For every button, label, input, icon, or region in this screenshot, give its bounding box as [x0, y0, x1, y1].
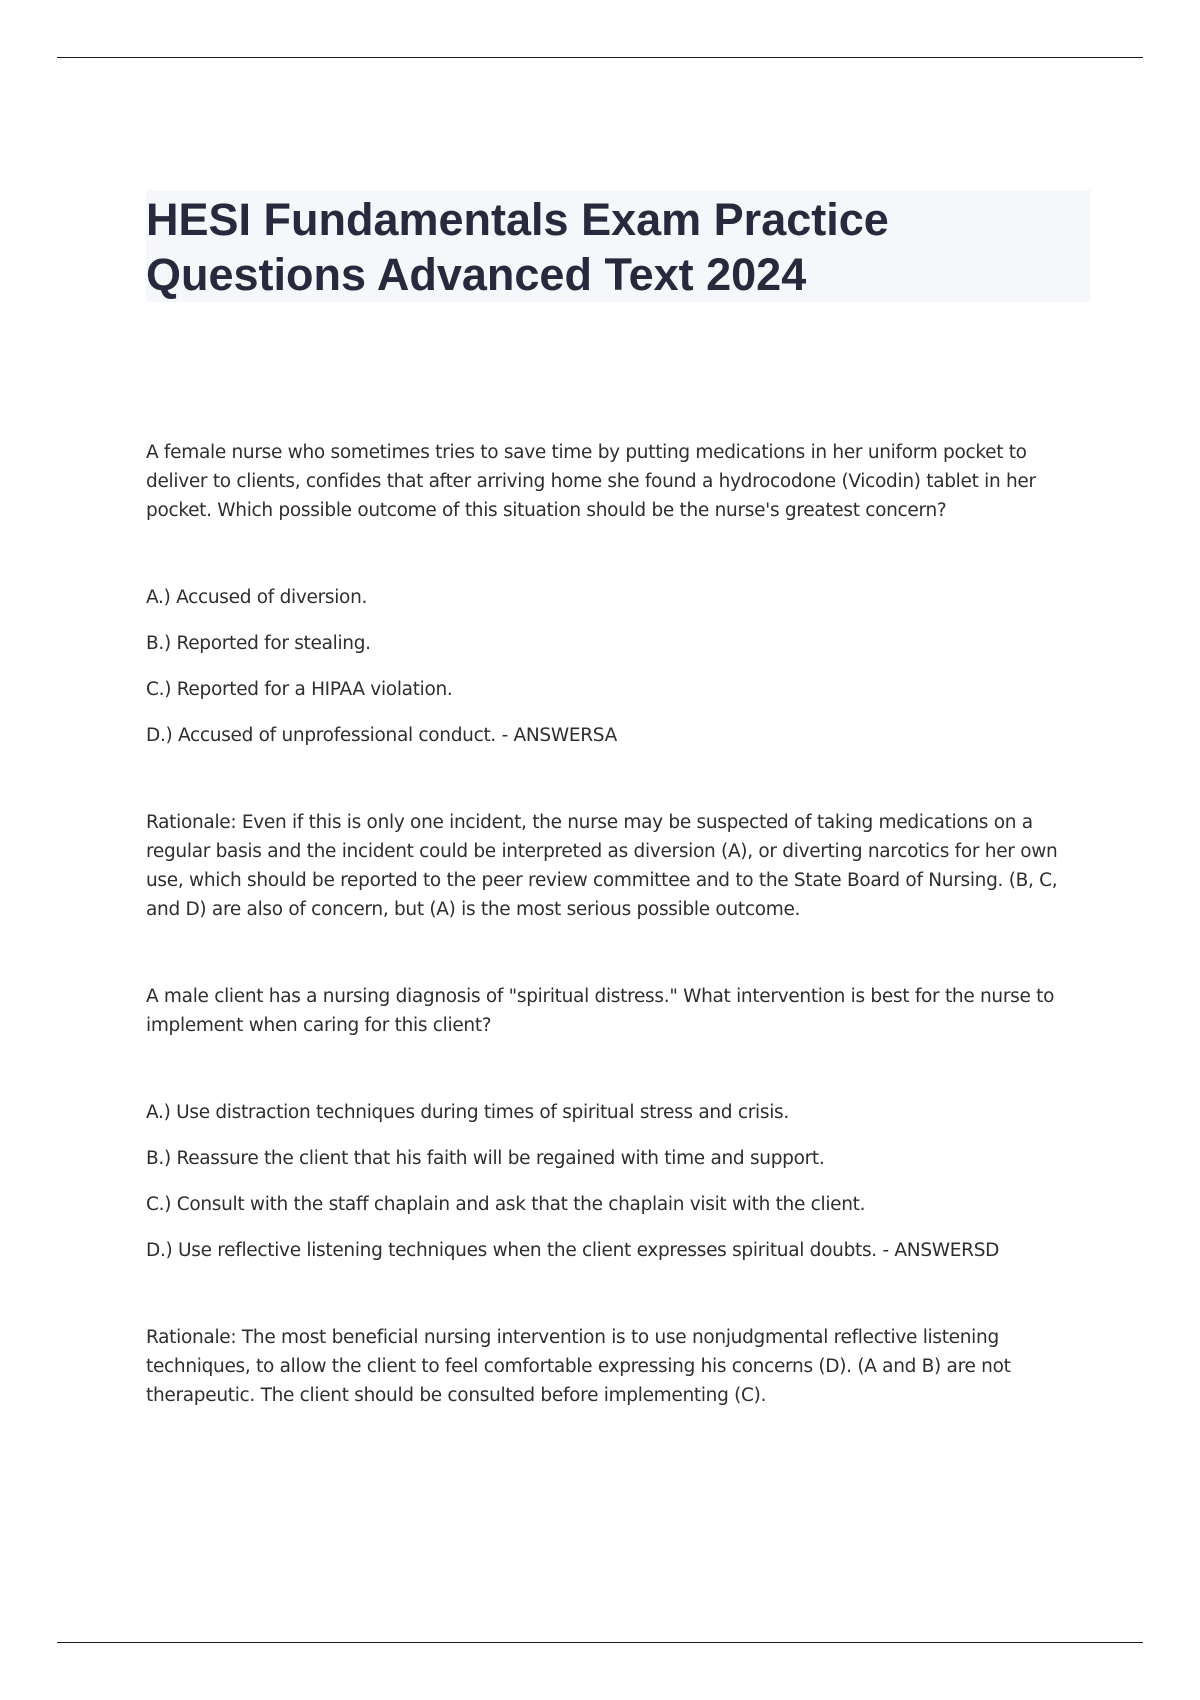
- title-banner: [146, 190, 1090, 302]
- answer-option-d: D.) Use reflective listening techniques when the client expresses spiritual doubts. - ANSWERSD: [146, 1240, 1000, 1261]
- question-2: [146, 982, 1090, 1410]
- answer-option-b: B.) Reported for stealing.: [146, 633, 371, 654]
- document-body: [146, 438, 1090, 1468]
- answer-option-a: A.) Use distraction techniques during times of spiritual stress and crisis.: [146, 1102, 789, 1123]
- question-stem: A male client has a nursing diagnosis of "spiritual distress." What intervention is best for the nurse to implement when caring for this client?: [146, 986, 1055, 1036]
- document-title: HESI Fundamentals Exam Practice Questions Advanced Text 2024: [146, 194, 889, 300]
- rationale-text: Rationale: The most beneficial nursing intervention is to use nonjudgmental reflective listening techniques, to allow the client to feel comfortable expressing his concerns (D). (A and B) are not therapeutic. The client should be consulted before implementing (C).: [146, 1327, 1011, 1406]
- answer-option-b: B.) Reassure the client that his faith will be regained with time and support.: [146, 1148, 825, 1169]
- answer-option-c: C.) Consult with the staff chaplain and ask that the chaplain visit with the client.: [146, 1194, 866, 1215]
- answer-option-c: C.) Reported for a HIPAA violation.: [146, 679, 453, 700]
- top-divider: [57, 57, 1143, 58]
- answer-option-d: D.) Accused of unprofessional conduct. - ANSWERSA: [146, 725, 617, 746]
- answer-option-a: A.) Accused of diversion.: [146, 587, 368, 608]
- bottom-divider: [57, 1642, 1143, 1643]
- question-stem: A female nurse who sometimes tries to save time by putting medications in her uniform pocket to deliver to clients, confides that after arriving home she found a hydrocodone (Vicodin) tablet in her pocket. Which possible outcome of this situation should be the nurse's greatest concern?: [146, 442, 1036, 521]
- rationale-text: Rationale: Even if this is only one incident, the nurse may be suspected of taking medications on a regular basis and the incident could be interpreted as diversion (A), or diverting narcotics for her own use, which should be reported to the peer review committee and to the State Board of Nursing. (B, C, and D) are also of concern, but (A) is the most serious possible outcome.: [146, 812, 1058, 920]
- question-1: [146, 438, 1090, 924]
